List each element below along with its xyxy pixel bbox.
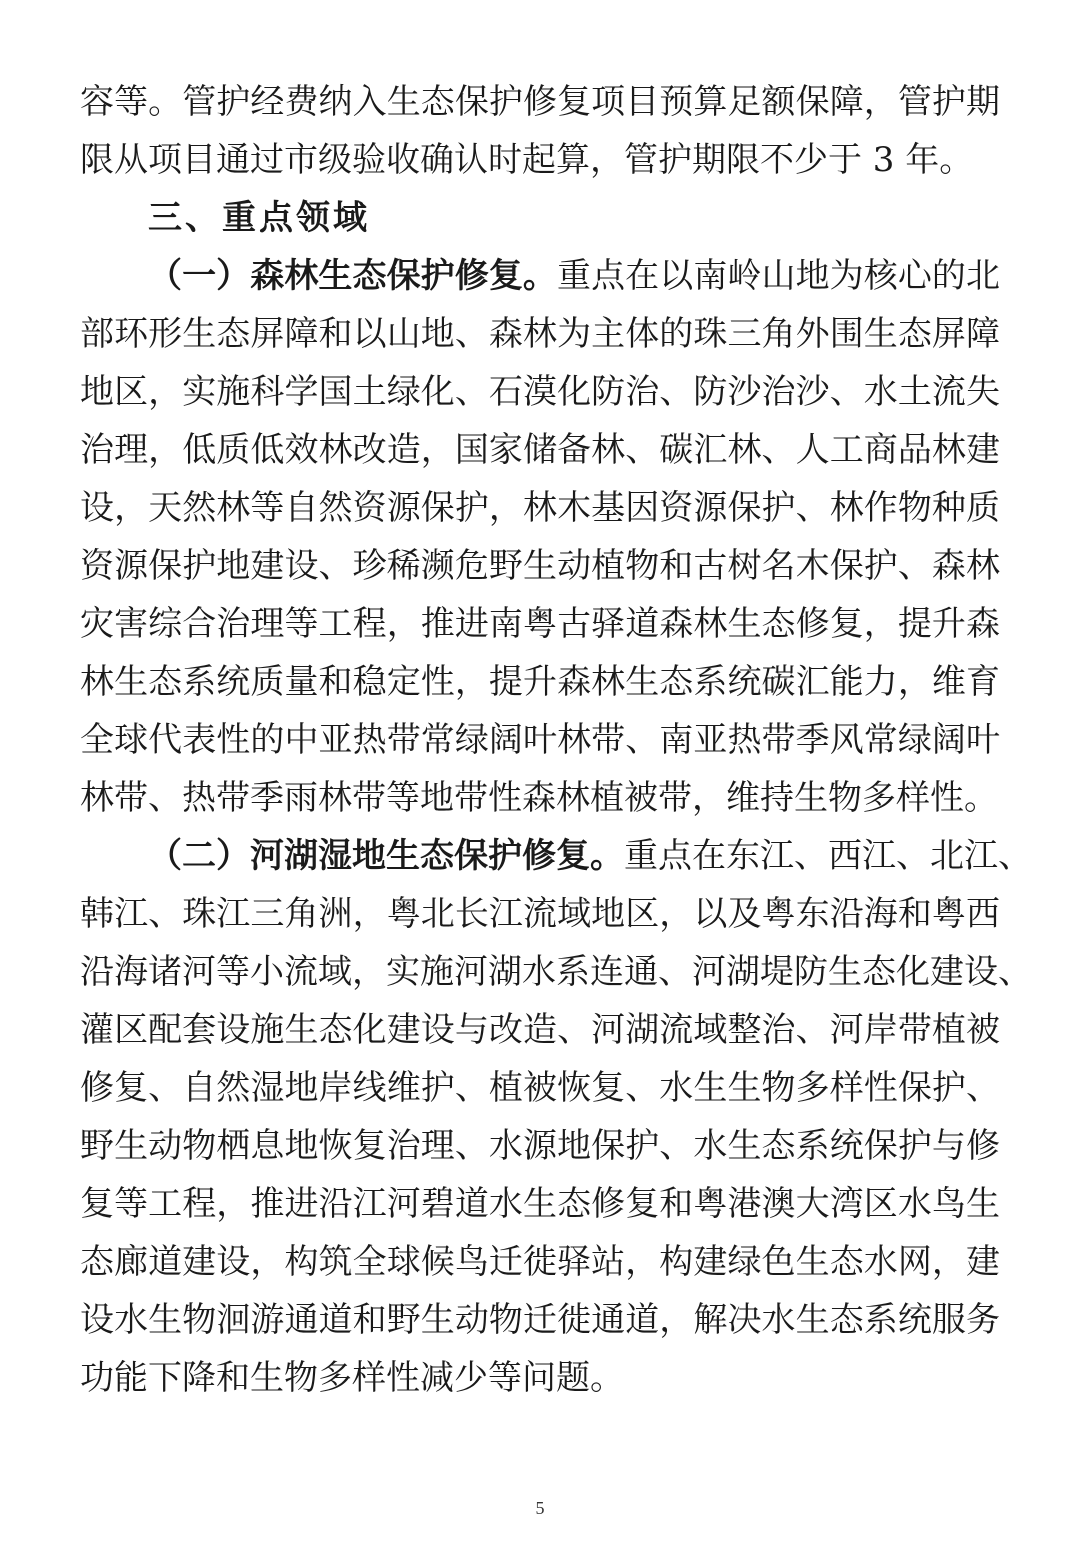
paragraph-first-line (148, 836, 1032, 876)
paragraph-line: 韩江、珠江三角洲，粤北长江流域地区，以及粤东沿海和粤西 (80, 894, 1000, 934)
paragraph-line: 设水生物洄游通道和野生动物迁徙通道，解决水生态系统服务 (80, 1300, 1000, 1340)
paragraph-line: 林带、热带季雨林带等地带性森林植被带，维持生物多样性。 (80, 778, 998, 818)
paragraph-text: 重点在东江、西江、北江、 (624, 836, 1032, 876)
paragraph-line: 容等。管护经费纳入生态保护修复项目预算足额保障，管护期 (80, 82, 1000, 122)
paragraph-line: 资源保护地建设、珍稀濒危野生动植物和古树名木保护、森林 (80, 546, 1000, 586)
paragraph-line: 态廊道建设，构筑全球候鸟迁徙驿站，构建绿色生态水网，建 (80, 1242, 1000, 1282)
paragraph-line: 限从项目通过市级验收确认时起算，管护期限不少于 3 年。 (80, 140, 974, 180)
paragraph-line: 全球代表性的中亚热带常绿阔叶林带、南亚热带季风常绿阔叶 (80, 720, 1000, 760)
paragraph-line: 野生动物栖息地恢复治理、水源地保护、水生态系统保护与修 (80, 1126, 1000, 1166)
paragraph-line: 灌区配套设施生态化建设与改造、河湖流域整治、河岸带植被 (80, 1010, 1000, 1050)
paragraph-line: 部环形生态屏障和以山地、森林为主体的珠三角外围生态屏障 (80, 314, 1000, 354)
paragraph-line: 复等工程，推进沿江河碧道水生态修复和粤港澳大湾区水鸟生 (80, 1184, 1000, 1224)
paragraph-line: 地区，实施科学国土绿化、石漠化防治、防沙治沙、水土流失 (80, 372, 1000, 412)
subsection-title: （一）森林生态保护修复。 (148, 256, 557, 296)
paragraph-line: 治理，低质低效林改造，国家储备林、碳汇林、人工商品林建 (80, 430, 1000, 470)
paragraph-text: 重点在以南岭山地为核心的北 (557, 256, 1000, 296)
paragraph-line: 沿海诸河等小流域，实施河湖水系连通、河湖堤防生态化建设、 (80, 952, 1032, 992)
paragraph-line: 修复、自然湿地岸线维护、植被恢复、水生生物多样性保护、 (80, 1068, 1000, 1108)
paragraph-line: 功能下降和生物多样性减少等问题。 (80, 1358, 624, 1398)
page-number: 5 (535, 1498, 545, 1518)
paragraph-line: 灾害综合治理等工程，推进南粤古驿道森林生态修复，提升森 (80, 604, 1000, 644)
subsection-title: （二）河湖湿地生态保护修复。 (148, 836, 624, 876)
paragraph-line: 设，天然林等自然资源保护，林木基因资源保护、林作物种质 (80, 488, 1000, 528)
paragraph-line: 林生态系统质量和稳定性，提升森林生态系统碳汇能力，维育 (80, 662, 1000, 702)
paragraph-first-line (148, 256, 1000, 296)
section-heading: 三、重点领域 (148, 198, 370, 238)
